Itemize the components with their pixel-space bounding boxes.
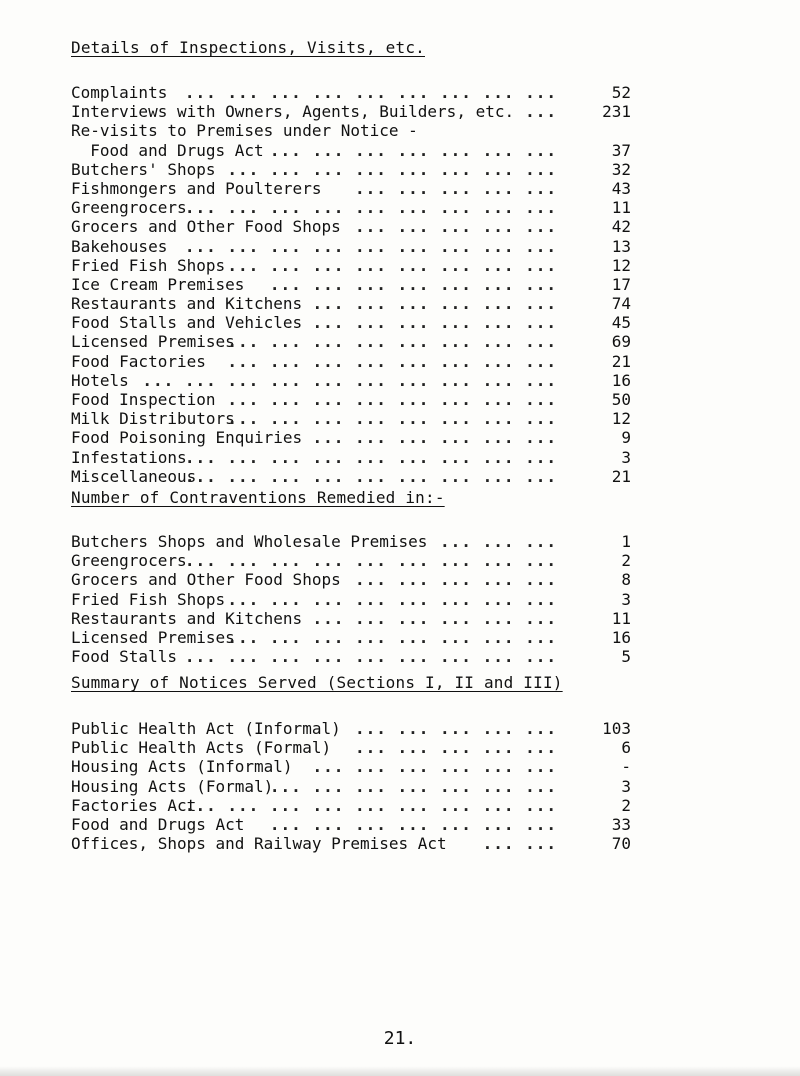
list-item <box>71 796 631 815</box>
leader-dots: ... <box>525 102 557 122</box>
leader-dots: ... ... ... ... ... ... ... ... ... <box>184 198 557 218</box>
leader-dots: ... ... ... ... ... ... ... <box>269 140 557 160</box>
leader-dots: ... ... ... <box>440 532 557 551</box>
list-item <box>71 834 631 853</box>
item-label: Food Inspection <box>71 390 216 409</box>
item-value: 21 <box>611 466 631 486</box>
item-value: 11 <box>611 198 631 218</box>
item-value: 70 <box>611 834 631 854</box>
item-label: Greengrocers <box>71 551 187 571</box>
item-label: Butchers Shops and Wholesale Premises <box>71 532 428 551</box>
leader-dots: ... ... ... ... ... ... ... <box>269 776 557 796</box>
list-item <box>71 294 631 313</box>
item-value: 32 <box>611 159 631 179</box>
leader-dots: ... ... ... ... ... <box>354 719 557 738</box>
item-value: 8 <box>621 570 631 590</box>
item-label: Food Stalls <box>71 647 177 667</box>
list-item <box>71 609 631 628</box>
list-item <box>71 428 631 447</box>
leader-dots: ... ... ... ... ... ... <box>312 428 557 448</box>
list-item <box>71 313 631 332</box>
leader-dots: ... ... ... ... ... ... ... ... ... <box>184 236 557 256</box>
leader-dots: ... ... ... ... ... ... ... ... <box>227 409 557 429</box>
page-number: 21. <box>383 1028 417 1049</box>
item-value: 69 <box>611 332 631 352</box>
item-value: 43 <box>611 178 631 198</box>
leader-dots: ... ... ... ... ... ... ... ... ... <box>184 83 557 102</box>
list-item <box>71 757 631 776</box>
list-item <box>71 647 631 666</box>
list-item <box>71 371 631 390</box>
item-value: 37 <box>611 140 631 160</box>
list-item <box>71 275 631 294</box>
item-label: Complaints <box>71 83 168 102</box>
item-label: Hotels <box>71 370 129 390</box>
item-value: 2 <box>621 795 631 815</box>
item-value: 45 <box>611 313 631 333</box>
item-value: 42 <box>611 217 631 237</box>
leader-dots: ... ... ... ... ... ... ... ... ... ... <box>142 370 557 390</box>
item-label: Food Poisoning Enquiries <box>71 428 303 448</box>
item-label: Food Factories <box>71 351 206 371</box>
notices-list <box>71 719 631 853</box>
item-value: 3 <box>621 447 631 467</box>
leader-dots: ... ... ... ... ... ... <box>312 608 557 628</box>
leader-dots: ... ... ... ... ... ... ... <box>269 274 557 294</box>
leader-dots: ... ... ... ... ... ... ... ... ... <box>184 466 557 486</box>
item-label: Offices, Shops and Railway Premises Act <box>71 834 447 854</box>
item-value: 16 <box>611 370 631 390</box>
leader-dots: ... ... ... ... ... ... ... ... <box>227 589 557 609</box>
item-label: Infestations <box>71 447 187 467</box>
item-value: 13 <box>611 236 631 256</box>
item-label: Miscellaneous <box>71 466 197 486</box>
contraventions-list <box>71 532 631 666</box>
item-label: Greengrocers <box>71 198 187 218</box>
item-label: Bakehouses <box>71 236 168 256</box>
item-value: 3 <box>621 589 631 609</box>
leader-dots: ... ... ... ... ... ... ... ... <box>227 627 557 647</box>
list-item <box>71 628 631 647</box>
list-item <box>71 590 631 609</box>
item-label: Public Health Acts (Formal) <box>71 738 332 758</box>
list-item <box>71 102 631 121</box>
list-item <box>71 719 631 738</box>
leader-dots: ... ... ... ... ... <box>354 570 557 590</box>
leader-dots: ... ... ... ... ... ... ... ... <box>227 159 557 179</box>
leader-dots: ... ... ... ... ... ... <box>312 313 557 333</box>
item-value: 11 <box>611 608 631 628</box>
item-label: Ice Cream Premises <box>71 274 245 294</box>
item-value: 74 <box>611 294 631 314</box>
leader-dots: ... ... ... ... ... ... ... ... <box>227 351 557 371</box>
item-label: Restaurants and Kitchens <box>71 294 303 314</box>
item-label: Fried Fish Shops <box>71 589 226 609</box>
leader-dots: ... ... ... ... ... ... ... ... ... <box>184 551 557 571</box>
contraventions-heading: Number of Contraventions Remedied in:- <box>71 488 445 507</box>
notices-heading: Summary of Notices Served (Sections I, II and III) <box>71 673 563 692</box>
list-item <box>71 448 631 467</box>
list-item <box>71 121 631 140</box>
leader-dots: ... ... ... ... ... <box>354 178 557 198</box>
list-item <box>71 777 631 796</box>
item-value: 5 <box>621 647 631 667</box>
list-item <box>71 198 631 217</box>
item-label: Re-visits to Premises under Notice - <box>71 121 418 141</box>
leader-dots: ... ... ... ... ... ... ... ... ... <box>184 647 557 667</box>
item-label: Food Stalls and Vehicles <box>71 313 303 333</box>
list-item <box>71 815 631 834</box>
list-item <box>71 409 631 428</box>
item-value: 231 <box>602 102 631 122</box>
inspections-list <box>71 83 631 486</box>
item-label: Public Health Act (Informal) <box>71 719 341 738</box>
list-item <box>71 570 631 589</box>
list-item <box>71 256 631 275</box>
leader-dots: ... ... ... ... ... ... <box>312 294 557 314</box>
leader-dots: ... ... ... ... ... ... ... ... <box>227 390 557 409</box>
item-label: Butchers' Shops <box>71 159 216 179</box>
leader-dots: ... ... ... ... ... ... ... ... ... <box>184 447 557 467</box>
list-item <box>71 532 631 551</box>
item-value: 103 <box>602 719 631 738</box>
item-value: 12 <box>611 409 631 429</box>
list-item <box>71 141 631 160</box>
list-item <box>71 467 631 486</box>
item-label: Restaurants and Kitchens <box>71 608 303 628</box>
item-value: 9 <box>621 428 631 448</box>
list-item <box>71 332 631 351</box>
item-label: Food and Drugs Act <box>71 814 245 834</box>
list-item <box>71 160 631 179</box>
item-label: Grocers and Other Food Shops <box>71 217 341 237</box>
item-value: 33 <box>611 814 631 834</box>
item-value: 3 <box>621 776 631 796</box>
leader-dots: ... ... ... ... ... ... ... ... ... <box>184 795 557 815</box>
leader-dots: ... ... ... ... ... <box>354 217 557 237</box>
item-label: Interviews with Owners, Agents, Builders, etc. <box>71 102 515 122</box>
item-value: 6 <box>621 738 631 758</box>
list-item <box>71 237 631 256</box>
item-value: 2 <box>621 551 631 571</box>
page-edge-shadow <box>0 1066 800 1076</box>
leader-dots: ... ... <box>482 834 557 854</box>
list-item <box>71 390 631 409</box>
item-value: 21 <box>611 351 631 371</box>
item-value: 1 <box>621 532 631 551</box>
list-item <box>71 217 631 236</box>
item-label: Milk Distributors <box>71 409 235 429</box>
item-label: Housing Acts (Informal) <box>71 757 293 777</box>
inspections-heading: Details of Inspections, Visits, etc. <box>71 38 425 57</box>
leader-dots: ... ... ... ... ... ... ... ... <box>227 332 557 352</box>
item-value: 16 <box>611 627 631 647</box>
list-item <box>71 352 631 371</box>
item-label: Fried Fish Shops <box>71 255 226 275</box>
item-label: Factories Act <box>71 795 197 815</box>
leader-dots: ... ... ... ... ... ... ... <box>269 814 557 834</box>
list-item <box>71 83 631 102</box>
list-item <box>71 738 631 757</box>
item-label: Food and Drugs Act <box>71 140 264 160</box>
list-item <box>71 179 631 198</box>
item-value: - <box>621 757 631 777</box>
item-value: 52 <box>611 83 631 102</box>
item-value: 12 <box>611 255 631 275</box>
item-label: Licensed Premises <box>71 332 235 352</box>
item-label: Licensed Premises <box>71 627 235 647</box>
leader-dots: ... ... ... ... ... ... <box>312 757 557 777</box>
list-item <box>71 551 631 570</box>
item-value: 50 <box>611 390 631 409</box>
item-label: Fishmongers and Poulterers <box>71 178 322 198</box>
item-label: Housing Acts (Formal) <box>71 776 274 796</box>
item-label: Grocers and Other Food Shops <box>71 570 341 590</box>
item-value: 17 <box>611 274 631 294</box>
leader-dots: ... ... ... ... ... ... ... ... <box>227 255 557 275</box>
leader-dots: ... ... ... ... ... <box>354 738 557 758</box>
